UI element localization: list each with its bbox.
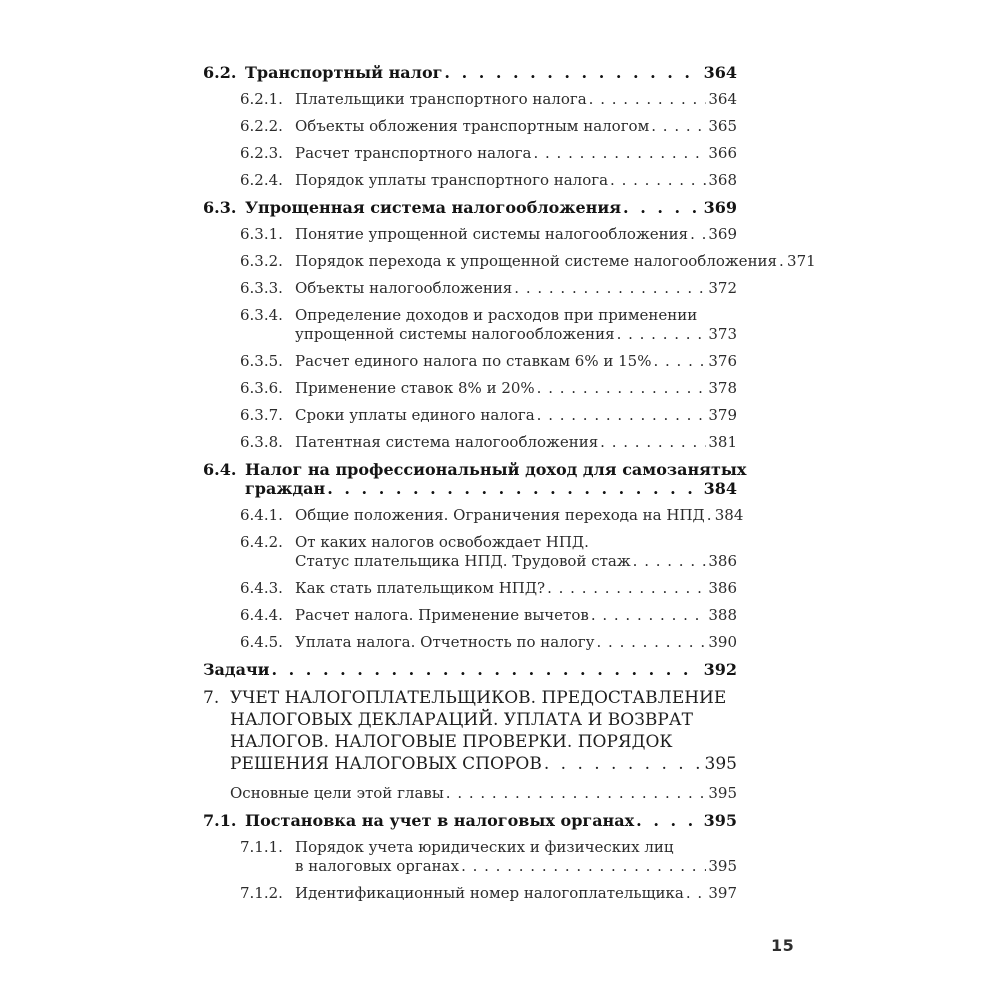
toc-entry-title: Расчет единого налога по ставкам 6% и 15% xyxy=(295,352,652,370)
toc-entry-title: Общие положения. Ограничения перехода на НПД xyxy=(295,506,705,524)
toc-entry-title: Статус плательщика НПД. Трудовой стаж xyxy=(295,552,631,570)
toc-entry-title: в налоговых органах xyxy=(295,857,460,875)
toc-entry-last-line xyxy=(245,63,737,82)
dot-leader xyxy=(690,225,706,244)
toc-entry-number: 6.4.1. xyxy=(240,506,283,524)
toc-entry-page: 395 xyxy=(704,754,737,774)
toc-entry-number: 6.3.2. xyxy=(240,252,283,270)
toc-entry-title: Патентная система налогообложения xyxy=(295,433,599,451)
toc-entry-last-line xyxy=(295,171,737,190)
toc-entry xyxy=(203,811,737,830)
toc-entry-last-line xyxy=(245,811,737,830)
toc-entry-number: 6.4.2. xyxy=(240,533,283,551)
toc-entry-number: 6.2.2. xyxy=(240,117,283,135)
toc-entry-title: упрощенной системы налогообложения xyxy=(295,325,615,343)
toc-entry xyxy=(240,379,737,398)
toc-entry-number: 6.4.4. xyxy=(240,606,283,624)
toc-entry-number: 6.3.7. xyxy=(240,406,283,424)
toc-entry xyxy=(230,784,737,803)
toc-entry-title: Применение ставок 8% и 20% xyxy=(295,379,535,397)
dot-leader xyxy=(707,506,713,525)
dot-leader xyxy=(633,552,707,571)
toc-entry-number: 6.3.1. xyxy=(240,225,283,243)
toc-entry-page: 386 xyxy=(708,579,737,597)
toc-entry-last-line xyxy=(295,884,737,903)
toc-entry-page: 371 xyxy=(787,252,816,270)
toc-entry-page: 395 xyxy=(708,784,737,802)
toc-entry-title: Как стать плательщиком НПД? xyxy=(295,579,546,597)
toc-entry-title: Транспортный налог xyxy=(245,63,443,82)
toc-entry-last-line xyxy=(203,660,737,679)
dot-leader xyxy=(327,479,697,498)
toc-entry-last-line xyxy=(295,279,737,298)
toc-entry-title: Порядок перехода к упрощенной системе налогообложения xyxy=(295,252,778,270)
toc-entry-number: 7. xyxy=(203,688,220,708)
toc-entry-page: 386 xyxy=(708,552,737,570)
toc-entry-page: 368 xyxy=(708,171,737,189)
toc-entry-title: Объекты налогообложения xyxy=(295,279,513,297)
toc-entry-page: 378 xyxy=(708,379,737,397)
dot-leader xyxy=(589,90,707,109)
toc-entry xyxy=(240,533,737,571)
toc-entry-title: Задачи xyxy=(203,660,270,679)
dot-leader xyxy=(461,857,706,876)
toc-entry-last-line xyxy=(295,252,816,271)
dot-leader xyxy=(533,144,706,163)
toc-entry-last-line xyxy=(295,579,737,598)
toc-entry-last-line xyxy=(295,144,737,163)
toc-entry-page: 364 xyxy=(708,90,737,108)
toc-entry-title-line: От каких налогов освобождает НПД. xyxy=(295,533,589,551)
dot-leader xyxy=(514,279,706,298)
toc-entry-last-line xyxy=(245,198,737,217)
toc-entry-title-line: Порядок учета юридических и физических лиц xyxy=(295,838,674,856)
toc-entry-page: 365 xyxy=(708,117,737,135)
toc-entry xyxy=(203,198,737,217)
toc-entry xyxy=(240,90,737,109)
toc-entry-number: 6.4.3. xyxy=(240,579,283,597)
toc-entry-last-line xyxy=(230,784,737,803)
table-of-contents xyxy=(203,61,816,911)
dot-leader xyxy=(686,884,707,903)
toc-entry-page: 369 xyxy=(703,198,737,217)
toc-entry-number: 6.3. xyxy=(203,198,237,217)
toc-entry xyxy=(240,884,737,903)
toc-entry-number: 6.2.4. xyxy=(240,171,283,189)
toc-entry-last-line xyxy=(295,606,737,625)
toc-entry-title: Идентификационный номер налогоплательщика xyxy=(295,884,684,902)
toc-entry-last-line xyxy=(295,406,737,425)
dot-leader xyxy=(591,606,707,625)
toc-entry-title: Плательщики транспортного налога xyxy=(295,90,587,108)
toc-entry xyxy=(240,838,737,876)
toc-entry-number: 6.3.8. xyxy=(240,433,283,451)
toc-entry xyxy=(240,279,737,298)
toc-entry-page: 395 xyxy=(703,811,737,830)
toc-entry-title: Постановка на учет в налоговых органах xyxy=(245,811,635,830)
dot-leader xyxy=(537,379,707,398)
toc-entry-title: Расчет транспортного налога xyxy=(295,144,532,162)
toc-entry-title: Понятие упрощенной системы налогообложения xyxy=(295,225,689,243)
toc-entry-number: 7.1.2. xyxy=(240,884,283,902)
toc-entry-number: 6.2. xyxy=(203,63,237,82)
toc-entry-last-line xyxy=(295,506,744,525)
toc-entry-page: 388 xyxy=(708,606,737,624)
toc-entry-number: 6.3.4. xyxy=(240,306,283,324)
toc-entry xyxy=(240,579,737,598)
toc-entry xyxy=(203,687,737,775)
toc-entry-page: 384 xyxy=(703,479,737,498)
dot-leader xyxy=(272,660,698,679)
dot-leader xyxy=(537,406,707,425)
toc-entry xyxy=(240,117,737,136)
toc-entry-title-line: Определение доходов и расходов при применении xyxy=(295,306,698,324)
toc-entry xyxy=(240,406,737,425)
toc-entry-page: 397 xyxy=(708,884,737,902)
toc-entry xyxy=(240,633,737,652)
toc-entry-page: 366 xyxy=(708,144,737,162)
toc-entry xyxy=(240,252,816,271)
dot-leader xyxy=(544,753,703,775)
toc-entry-title-line: НАЛОГОВЫХ ДЕКЛАРАЦИЙ. УПЛАТА И ВОЗВРАТ xyxy=(230,710,693,730)
toc-entry xyxy=(240,144,737,163)
toc-entry-title: Уплата налога. Отчетность по налогу xyxy=(295,633,595,651)
toc-entry xyxy=(240,352,737,371)
toc-entry-title-line: УЧЕТ НАЛОГОПЛАТЕЛЬЩИКОВ. ПРЕДОСТАВЛЕНИЕ xyxy=(230,688,727,708)
page-number: 15 xyxy=(771,936,795,955)
toc-entry xyxy=(240,306,737,344)
toc-entry-title: Сроки уплаты единого налога xyxy=(295,406,535,424)
dot-leader xyxy=(651,117,706,136)
toc-entry-number: 6.2.1. xyxy=(240,90,283,108)
toc-entry xyxy=(240,606,737,625)
toc-entry-last-line xyxy=(230,753,737,775)
toc-entry-last-line xyxy=(295,633,737,652)
toc-entry-page: 395 xyxy=(708,857,737,875)
toc-entry-last-line xyxy=(295,325,737,344)
toc-entry-last-line xyxy=(295,433,737,452)
toc-entry-last-line xyxy=(295,90,737,109)
toc-entry xyxy=(203,63,737,82)
toc-entry-page: 376 xyxy=(708,352,737,370)
dot-leader xyxy=(779,252,785,271)
toc-entry-last-line xyxy=(295,352,737,371)
toc-entry-page: 379 xyxy=(708,406,737,424)
toc-list xyxy=(203,63,816,903)
dot-leader xyxy=(653,352,706,371)
toc-entry-page: 384 xyxy=(714,506,744,524)
dot-leader xyxy=(547,579,706,598)
dot-leader xyxy=(446,784,707,803)
toc-entry-number: 6.2.3. xyxy=(240,144,283,162)
dot-leader xyxy=(444,63,697,82)
toc-entry-title: граждан xyxy=(245,479,326,498)
dot-leader xyxy=(617,325,707,344)
toc-entry-number: 7.1. xyxy=(203,811,237,830)
toc-entry-title: Объекты обложения транспортным налогом xyxy=(295,117,650,135)
toc-entry-page: 372 xyxy=(708,279,737,297)
toc-entry-page: 381 xyxy=(708,433,737,451)
toc-entry-title-line: НАЛОГОВ. НАЛОГОВЫЕ ПРОВЕРКИ. ПОРЯДОК xyxy=(230,732,673,752)
toc-entry-title: РЕШЕНИЯ НАЛОГОВЫХ СПОРОВ xyxy=(230,754,542,774)
toc-entry-title: Упрощенная система налогообложения xyxy=(245,198,622,217)
dot-leader xyxy=(597,633,707,652)
toc-entry-number: 6.3.5. xyxy=(240,352,283,370)
dot-leader xyxy=(623,198,698,217)
toc-entry xyxy=(203,660,737,679)
toc-entry-number: 6.4. xyxy=(203,460,237,479)
toc-entry-last-line xyxy=(295,552,737,571)
dot-leader xyxy=(636,811,697,830)
toc-entry xyxy=(240,225,737,244)
toc-entry-last-line xyxy=(245,479,737,498)
toc-entry-page: 392 xyxy=(703,660,737,679)
toc-entry-page: 390 xyxy=(708,633,737,651)
toc-entry-title: Порядок уплаты транспортного налога xyxy=(295,171,609,189)
toc-entry-title-line: Налог на профессиональный доход для самозанятых xyxy=(245,460,747,479)
toc-entry-last-line xyxy=(295,379,737,398)
toc-entry xyxy=(203,460,747,498)
toc-entry-page: 364 xyxy=(703,63,737,82)
dot-leader xyxy=(610,171,706,190)
toc-entry xyxy=(240,506,744,525)
toc-entry xyxy=(240,171,737,190)
dot-leader xyxy=(600,433,706,452)
toc-entry-number: 6.3.3. xyxy=(240,279,283,297)
toc-entry-number: 6.3.6. xyxy=(240,379,283,397)
toc-entry xyxy=(240,433,737,452)
toc-entry-last-line xyxy=(295,117,737,136)
toc-entry-page: 369 xyxy=(708,225,737,243)
toc-entry-title: Основные цели этой главы xyxy=(230,784,444,802)
toc-entry-number: 6.4.5. xyxy=(240,633,283,651)
toc-entry-last-line xyxy=(295,857,737,876)
toc-entry-title: Расчет налога. Применение вычетов xyxy=(295,606,589,624)
toc-entry-page: 373 xyxy=(708,325,737,343)
toc-entry-last-line xyxy=(295,225,737,244)
toc-entry-number: 7.1.1. xyxy=(240,838,283,856)
